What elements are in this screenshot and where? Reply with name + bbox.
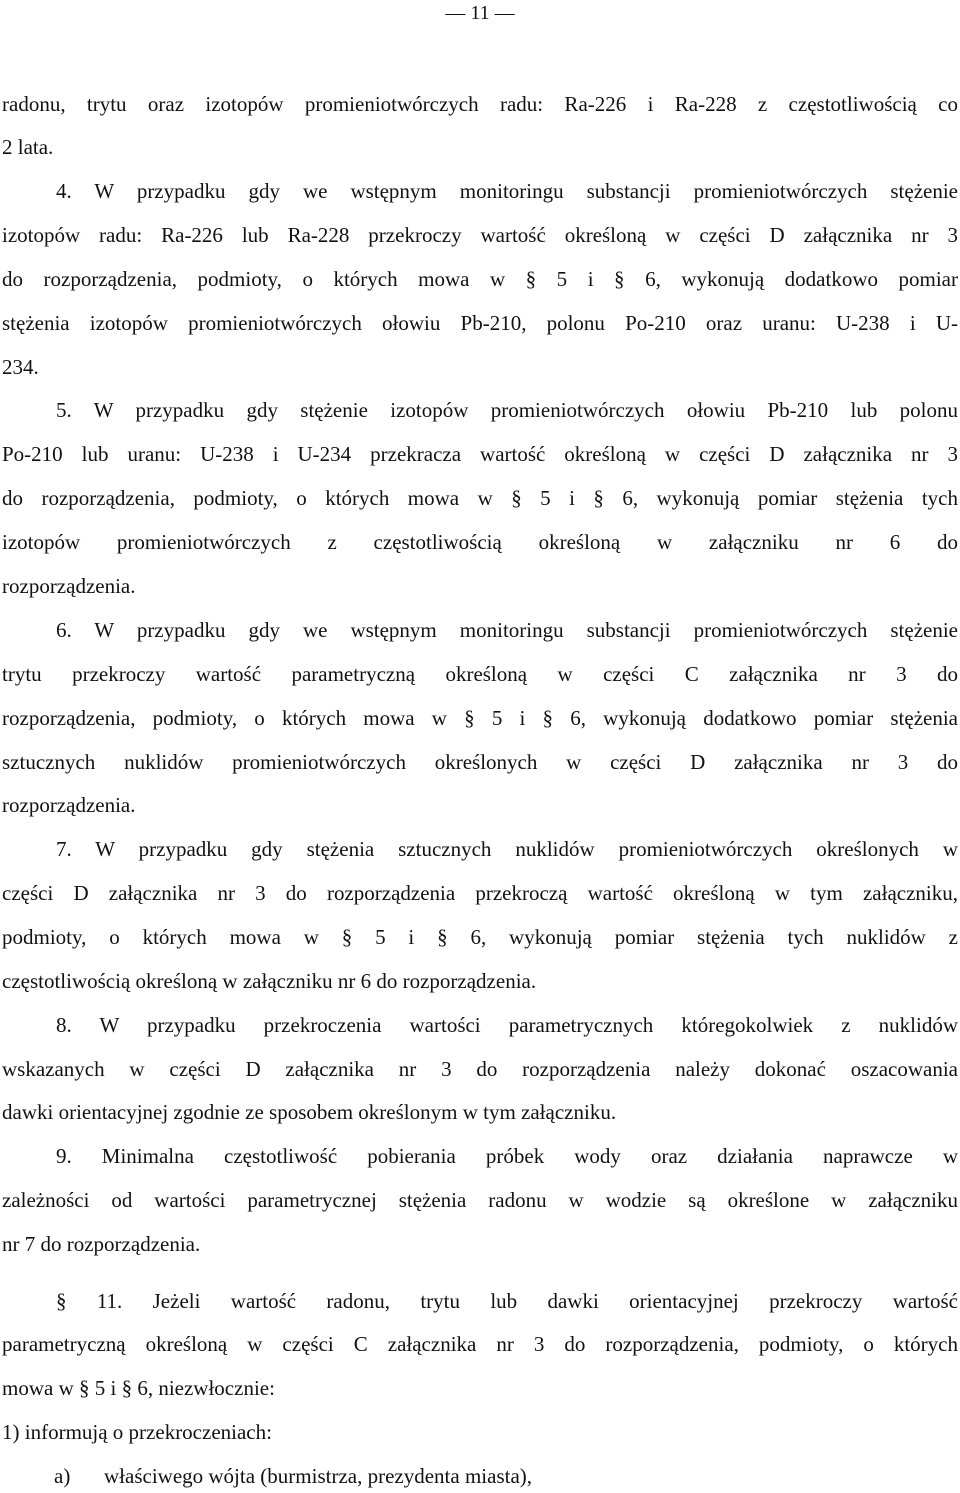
paragraph-9-line: 9. Minimalna częstotliwość pobierania próbek wody oraz działania naprawcze w bbox=[56, 1144, 958, 1168]
paragraph-4-line: izotopów radu: Ra-226 lub Ra-228 przekroczy wartość określoną w części D załącznika nr 3 bbox=[2, 223, 958, 247]
paragraph-7-line: części D załącznika nr 3 do rozporządzenia przekroczą wartość określoną w tym załączniku, bbox=[2, 881, 958, 905]
paragraph-6-line: rozporządzenia. bbox=[2, 793, 136, 817]
list-item-1: 1) informują o przekroczeniach: bbox=[2, 1420, 272, 1444]
paragraph-5-line: do rozporządzenia, podmioty, o których mowa w § 5 i § 6, wykonują pomiar stężenia tych bbox=[2, 486, 958, 510]
paragraph-7-line: częstotliwością określoną w załączniku nr 6 do rozporządzenia. bbox=[2, 969, 537, 993]
paragraph-5-line: Po-210 lub uranu: U-238 i U-234 przekracza wartość określoną w części D załącznika nr 3 bbox=[2, 442, 958, 466]
paragraph-5-line: 5. W przypadku gdy stężenie izotopów promieniotwórczych ołowiu Pb-210 lub polonu bbox=[56, 398, 958, 422]
section-11-line: mowa w § 5 i § 6, niezwłocznie: bbox=[2, 1376, 275, 1400]
paragraph-6-line: trytu przekroczy wartość parametryczną określoną w części C załącznika nr 3 do bbox=[2, 662, 958, 686]
paragraph-7-line: podmioty, o których mowa w § 5 i § 6, wykonują pomiar stężenia tych nuklidów z bbox=[2, 925, 958, 949]
list-item-a-text: właściwego wójta (burmistrza, prezydenta miasta), bbox=[104, 1464, 533, 1488]
paragraph-6-line: rozporządzenia, podmioty, o których mowa w § 5 i § 6, wykonują dodatkowo pomiar stężenia bbox=[2, 706, 958, 730]
section-11-line: § 11. Jeżeli wartość radonu, trytu lub dawki orientacyjnej przekroczy wartość bbox=[56, 1289, 958, 1313]
paragraph-8-line: dawki orientacyjnej zgodnie ze sposobem określonym w tym załączniku. bbox=[2, 1100, 617, 1124]
paragraph-line: radonu, trytu oraz izotopów promieniotwórczych radu: Ra-226 i Ra-228 z częstotliwością co bbox=[2, 92, 958, 116]
section-11-line: parametryczną określoną w części C załącznika nr 3 do rozporządzenia, podmioty, o których bbox=[2, 1332, 958, 1356]
paragraph-9-line: zależności od wartości parametrycznej stężenia radonu w wodzie są określone w załączniku bbox=[2, 1188, 958, 1212]
paragraph-4-line: 4. W przypadku gdy we wstępnym monitoringu substancji promieniotwórczych stężenie bbox=[56, 179, 958, 203]
paragraph-8-line: wskazanych w części D załącznika nr 3 do rozporządzenia należy dokonać oszacowania bbox=[2, 1057, 958, 1081]
paragraph-4-line: 234. bbox=[2, 355, 39, 379]
paragraph-4-line: stężenia izotopów promieniotwórczych ołowiu Pb-210, polonu Po-210 oraz uranu: U-238 i U- bbox=[2, 311, 958, 335]
paragraph-line: 2 lata. bbox=[2, 135, 54, 159]
paragraph-5-line: izotopów promieniotwórczych z częstotliwością określoną w załączniku nr 6 do bbox=[2, 530, 958, 554]
list-item-a-label: a) bbox=[54, 1464, 71, 1488]
paragraph-5-line: rozporządzenia. bbox=[2, 574, 136, 598]
paragraph-8-line: 8. W przypadku przekroczenia wartości parametrycznych któregokolwiek z nuklidów bbox=[56, 1013, 958, 1037]
paragraph-6-line: sztucznych nuklidów promieniotwórczych określonych w części D załącznika nr 3 do bbox=[2, 750, 958, 774]
paragraph-6-line: 6. W przypadku gdy we wstępnym monitoringu substancji promieniotwórczych stężenie bbox=[56, 618, 958, 642]
paragraph-4-line: do rozporządzenia, podmioty, o których mowa w § 5 i § 6, wykonują dodatkowo pomiar bbox=[2, 267, 958, 291]
page-number: — 11 — bbox=[445, 2, 515, 24]
paragraph-7-line: 7. W przypadku gdy stężenia sztucznych nuklidów promieniotwórczych określonych w bbox=[56, 837, 958, 861]
paragraph-9-line: nr 7 do rozporządzenia. bbox=[2, 1232, 201, 1256]
